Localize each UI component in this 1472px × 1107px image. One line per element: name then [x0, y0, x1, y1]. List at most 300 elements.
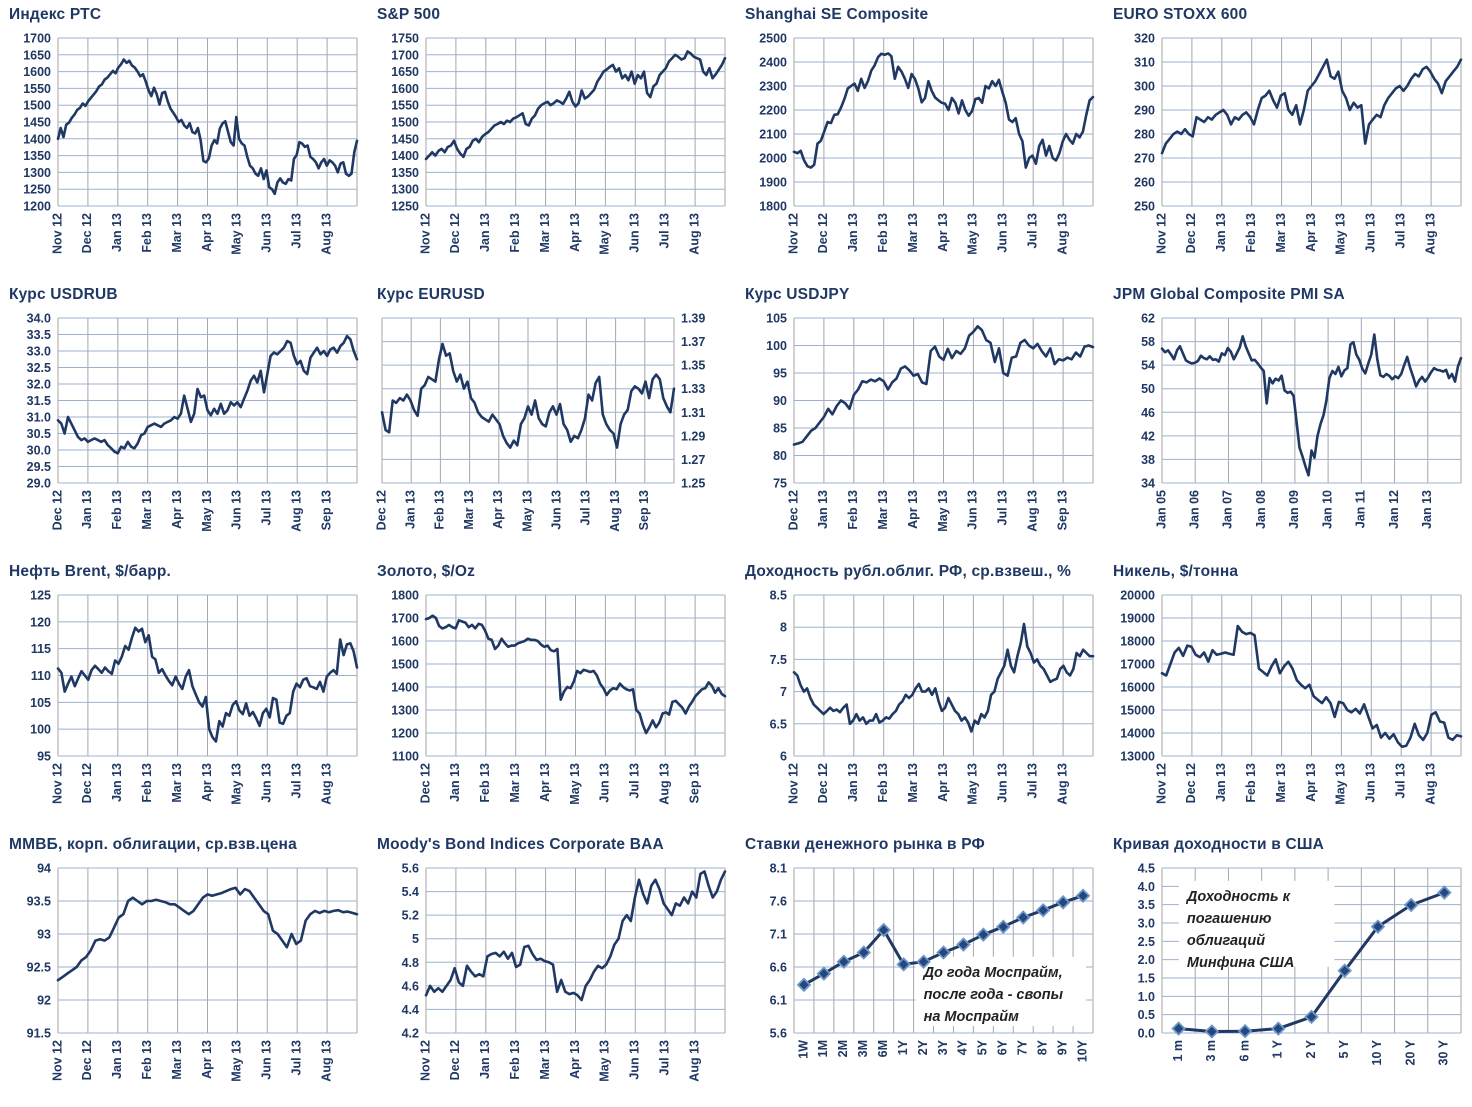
chart-cell-nickel: [1104, 557, 1472, 830]
chart-title: EURO STOXX 600: [1113, 6, 1248, 23]
svg-text:4.5: 4.5: [1137, 862, 1155, 876]
svg-text:2M: 2M: [836, 1040, 851, 1058]
svg-text:95: 95: [773, 366, 787, 381]
svg-text:38: 38: [1141, 452, 1155, 467]
svg-text:15000: 15000: [1120, 703, 1155, 718]
svg-text:30 Y: 30 Y: [1436, 1040, 1451, 1066]
svg-text:May 13: May 13: [229, 1040, 244, 1082]
chart-title: Курс USDJPY: [745, 286, 850, 303]
svg-text:Aug 13: Aug 13: [1055, 213, 1070, 255]
svg-text:Jan 08: Jan 08: [1253, 490, 1268, 529]
svg-text:Dec 12: Dec 12: [1184, 213, 1199, 254]
svg-text:5.6: 5.6: [769, 1026, 787, 1041]
svg-text:2100: 2100: [759, 127, 787, 142]
moodys-baa-plot: [368, 862, 736, 1107]
svg-text:Apr 13: Apr 13: [935, 213, 950, 252]
svg-text:Jun 13: Jun 13: [995, 763, 1010, 803]
chart-cell-us-yield-curve: [1104, 830, 1472, 1107]
svg-text:95: 95: [37, 749, 51, 764]
svg-text:1W: 1W: [796, 1040, 811, 1059]
chart-cell-usdrub: [0, 280, 368, 557]
micex-corp-bonds-plot: [0, 862, 368, 1107]
svg-text:May 13: May 13: [1333, 213, 1348, 255]
svg-text:Jan 10: Jan 10: [1320, 490, 1335, 529]
svg-text:5 Y: 5 Y: [1337, 1040, 1352, 1059]
chart-cell-euro-stoxx-600: [1104, 0, 1472, 280]
svg-text:1.5: 1.5: [1137, 971, 1155, 986]
svg-text:Dec 12: Dec 12: [786, 490, 801, 531]
svg-text:310: 310: [1134, 55, 1155, 70]
svg-text:May 13: May 13: [965, 763, 980, 805]
svg-text:Jun 13: Jun 13: [627, 1040, 642, 1080]
svg-text:1500: 1500: [23, 98, 51, 113]
svg-text:6.1: 6.1: [769, 993, 787, 1008]
svg-text:Jan 13: Jan 13: [478, 1040, 493, 1079]
svg-text:1.31: 1.31: [681, 405, 706, 420]
svg-text:300: 300: [1134, 79, 1155, 94]
shanghai-composite-plot: [736, 32, 1104, 280]
svg-text:Sep 13: Sep 13: [1055, 490, 1070, 531]
svg-text:Jul 13: Jul 13: [289, 763, 304, 799]
svg-text:10Y: 10Y: [1075, 1040, 1090, 1063]
svg-text:Feb 13: Feb 13: [507, 213, 522, 253]
chart-title: Кривая доходности в США: [1113, 836, 1325, 853]
rf-money-market-plot: [736, 862, 1104, 1107]
svg-text:90: 90: [773, 394, 787, 408]
svg-text:31.5: 31.5: [26, 394, 51, 408]
svg-text:Jan 13: Jan 13: [110, 763, 125, 802]
svg-text:75: 75: [773, 476, 787, 491]
svg-text:6Y: 6Y: [995, 1040, 1010, 1056]
svg-text:1450: 1450: [391, 132, 419, 147]
svg-text:3Y: 3Y: [935, 1040, 950, 1056]
svg-text:Jun 13: Jun 13: [965, 490, 980, 530]
sp500-plot: [368, 32, 736, 280]
svg-text:Jul 13: Jul 13: [1025, 763, 1040, 799]
svg-text:Jan 13: Jan 13: [1420, 490, 1435, 529]
svg-text:91.5: 91.5: [26, 1026, 51, 1041]
svg-text:погашению: погашению: [1186, 910, 1272, 927]
svg-text:Nov 12: Nov 12: [786, 213, 801, 254]
svg-text:3.5: 3.5: [1137, 898, 1155, 913]
svg-text:9Y: 9Y: [1055, 1040, 1070, 1056]
rub-bond-yield-plot: [736, 589, 1104, 830]
svg-text:Apr 13: Apr 13: [935, 763, 950, 802]
nickel-plot: [1104, 589, 1472, 830]
svg-text:Aug 13: Aug 13: [1423, 213, 1438, 255]
jpm-pmi-plot: [1104, 312, 1472, 557]
svg-text:10 Y: 10 Y: [1370, 1040, 1385, 1066]
svg-text:5.2: 5.2: [401, 908, 419, 923]
svg-text:1500: 1500: [391, 115, 419, 130]
svg-text:Feb 13: Feb 13: [507, 1040, 522, 1080]
svg-text:1 m: 1 m: [1170, 1040, 1185, 1062]
svg-text:80: 80: [773, 449, 787, 463]
svg-text:Nov 12: Nov 12: [786, 763, 801, 804]
svg-text:Jul 13: Jul 13: [1025, 213, 1040, 249]
svg-text:Mar 13: Mar 13: [169, 213, 184, 253]
svg-text:Jun 13: Jun 13: [627, 213, 642, 253]
chart-cell-rub-bond-yield: [736, 557, 1104, 830]
svg-text:0.0: 0.0: [1137, 1026, 1155, 1041]
svg-text:на Моспрайм: на Моспрайм: [923, 1008, 1019, 1025]
svg-text:Apr 13: Apr 13: [905, 490, 920, 529]
svg-text:Mar 13: Mar 13: [905, 763, 920, 803]
svg-text:Jul 13: Jul 13: [578, 490, 593, 526]
svg-text:Apr 13: Apr 13: [199, 1040, 214, 1079]
chart-title: Золото, $/Oz: [377, 563, 476, 580]
svg-text:Dec 12: Dec 12: [418, 763, 433, 804]
svg-text:4.6: 4.6: [401, 979, 419, 994]
svg-text:7.6: 7.6: [769, 894, 787, 909]
svg-text:1400: 1400: [23, 132, 51, 147]
svg-text:6 m: 6 m: [1237, 1040, 1252, 1062]
svg-text:Aug 13: Aug 13: [1025, 490, 1040, 532]
svg-text:5: 5: [412, 932, 419, 947]
svg-text:1200: 1200: [23, 199, 51, 214]
chart-title: Курс USDRUB: [9, 286, 118, 303]
svg-text:4Y: 4Y: [955, 1040, 970, 1056]
svg-text:Dec 12: Dec 12: [816, 213, 831, 254]
chart-cell-rf-money-market: [736, 830, 1104, 1107]
svg-text:17000: 17000: [1120, 657, 1155, 672]
svg-text:Jan 05: Jan 05: [1154, 490, 1169, 529]
svg-text:Jun 13: Jun 13: [259, 1040, 274, 1080]
svg-text:6: 6: [780, 749, 787, 764]
svg-text:1 Y: 1 Y: [1270, 1040, 1285, 1059]
svg-text:1100: 1100: [391, 749, 419, 764]
svg-text:7.1: 7.1: [769, 927, 787, 942]
svg-text:4.0: 4.0: [1137, 879, 1155, 894]
svg-text:2500: 2500: [759, 32, 787, 46]
svg-text:Mar 13: Mar 13: [139, 490, 154, 530]
svg-text:May 13: May 13: [965, 213, 980, 255]
svg-text:4.4: 4.4: [401, 1002, 419, 1017]
svg-text:Jul 13: Jul 13: [259, 490, 274, 526]
svg-text:Feb 13: Feb 13: [875, 213, 890, 253]
svg-text:1300: 1300: [391, 703, 419, 718]
svg-text:250: 250: [1134, 199, 1155, 214]
svg-text:Jan 13: Jan 13: [816, 490, 831, 529]
svg-text:Jan 11: Jan 11: [1353, 490, 1368, 529]
svg-text:33.0: 33.0: [26, 344, 51, 359]
svg-text:Jan 13: Jan 13: [846, 763, 861, 802]
rts-index-plot: [0, 32, 368, 280]
svg-text:Feb 13: Feb 13: [478, 763, 493, 803]
svg-text:Feb 13: Feb 13: [139, 1040, 154, 1080]
svg-text:125: 125: [30, 589, 51, 603]
svg-text:92: 92: [37, 993, 51, 1008]
svg-text:Jun 13: Jun 13: [549, 490, 564, 530]
svg-text:Jul 13: Jul 13: [995, 490, 1010, 526]
svg-text:Apr 13: Apr 13: [1303, 213, 1318, 252]
chart-title: Shanghai SE Composite: [745, 6, 929, 23]
svg-text:3.0: 3.0: [1137, 916, 1155, 931]
svg-text:May 13: May 13: [567, 763, 582, 805]
svg-text:облигаций: облигаций: [1186, 932, 1266, 949]
svg-text:1700: 1700: [391, 611, 419, 626]
svg-text:Apr 13: Apr 13: [567, 213, 582, 252]
svg-text:20000: 20000: [1120, 589, 1155, 603]
svg-text:1450: 1450: [23, 115, 51, 130]
svg-text:Dec 12: Dec 12: [80, 213, 95, 254]
svg-text:280: 280: [1134, 127, 1155, 142]
svg-text:2.5: 2.5: [1137, 934, 1155, 949]
svg-text:Aug 13: Aug 13: [687, 213, 702, 255]
svg-text:4.8: 4.8: [401, 955, 419, 970]
svg-text:2.0: 2.0: [1137, 953, 1155, 968]
svg-text:Jun 13: Jun 13: [259, 763, 274, 803]
svg-text:1250: 1250: [391, 199, 419, 214]
svg-text:Jan 13: Jan 13: [478, 213, 493, 252]
svg-text:16000: 16000: [1120, 680, 1155, 695]
svg-text:1Y: 1Y: [895, 1040, 910, 1056]
svg-text:Feb 13: Feb 13: [432, 490, 447, 530]
svg-text:93: 93: [37, 927, 51, 942]
chart-title: Moody's Bond Indices Corporate BAA: [377, 836, 664, 853]
svg-text:1250: 1250: [23, 182, 51, 197]
svg-text:Dec 12: Dec 12: [80, 1040, 95, 1081]
svg-text:3M: 3M: [856, 1040, 871, 1058]
svg-text:6.5: 6.5: [769, 717, 787, 732]
svg-text:Feb 13: Feb 13: [875, 763, 890, 803]
svg-text:Mar 13: Mar 13: [169, 763, 184, 803]
chart-title: ММВБ, корп. облигации, ср.взв.цена: [9, 836, 297, 853]
svg-text:7: 7: [780, 685, 787, 700]
svg-text:Доходность к: Доходность к: [1186, 888, 1290, 905]
svg-text:94: 94: [37, 862, 51, 876]
chart-title: Индекс РТС: [9, 6, 102, 23]
svg-text:1700: 1700: [391, 48, 419, 63]
svg-text:Nov 12: Nov 12: [418, 1040, 433, 1081]
svg-text:58: 58: [1141, 335, 1155, 350]
chart-cell-rts-index: [0, 0, 368, 280]
svg-text:Mar 13: Mar 13: [169, 1040, 184, 1080]
svg-text:1500: 1500: [391, 657, 419, 672]
svg-text:Feb 13: Feb 13: [139, 763, 154, 803]
svg-text:1400: 1400: [391, 149, 419, 164]
svg-text:110: 110: [30, 669, 51, 683]
svg-text:115: 115: [30, 642, 51, 657]
svg-text:Nov 12: Nov 12: [50, 763, 65, 804]
svg-text:34.0: 34.0: [26, 312, 51, 326]
svg-text:Dec 12: Dec 12: [80, 763, 95, 804]
svg-text:May 13: May 13: [229, 213, 244, 255]
svg-text:Aug 13: Aug 13: [319, 763, 334, 805]
svg-text:Dec 12: Dec 12: [816, 763, 831, 804]
usdrub-plot: [0, 312, 368, 557]
svg-text:Jan 13: Jan 13: [80, 490, 95, 529]
svg-text:Apr 13: Apr 13: [1303, 763, 1318, 802]
svg-text:Nov 12: Nov 12: [418, 213, 433, 254]
svg-text:93.5: 93.5: [26, 894, 51, 909]
chart-title: Доходность рубл.облиг. РФ, ср.взвеш., %: [745, 563, 1072, 580]
svg-text:Mar 13: Mar 13: [1273, 213, 1288, 253]
svg-text:100: 100: [30, 722, 51, 737]
svg-text:Nov 12: Nov 12: [50, 213, 65, 254]
svg-text:Apr 13: Apr 13: [169, 490, 184, 529]
svg-text:1.33: 1.33: [681, 382, 706, 397]
svg-text:92.5: 92.5: [26, 960, 51, 975]
svg-text:Jul 13: Jul 13: [289, 213, 304, 249]
svg-text:270: 270: [1134, 151, 1155, 166]
svg-text:62: 62: [1141, 312, 1155, 326]
svg-text:Aug 13: Aug 13: [319, 213, 334, 255]
svg-text:Mar 13: Mar 13: [537, 1040, 552, 1080]
svg-text:Sep 13: Sep 13: [687, 763, 702, 804]
usdjpy-plot: [736, 312, 1104, 557]
svg-text:Jan 13: Jan 13: [448, 763, 463, 802]
svg-text:Jun 13: Jun 13: [1363, 213, 1378, 253]
svg-text:2000: 2000: [759, 151, 787, 166]
svg-text:1550: 1550: [23, 81, 51, 96]
svg-text:Aug 13: Aug 13: [1055, 763, 1070, 805]
svg-text:Jan 13: Jan 13: [1214, 213, 1229, 252]
svg-text:1600: 1600: [23, 65, 51, 80]
svg-text:29.0: 29.0: [26, 476, 51, 491]
svg-text:Jun 13: Jun 13: [229, 490, 244, 530]
euro-stoxx-600-plot: [1104, 32, 1472, 280]
svg-text:2 Y: 2 Y: [1303, 1040, 1318, 1059]
svg-text:6M: 6M: [875, 1040, 890, 1058]
svg-text:Jan 13: Jan 13: [403, 490, 418, 529]
svg-text:Jun 13: Jun 13: [259, 213, 274, 253]
svg-text:6.6: 6.6: [769, 960, 787, 975]
svg-text:8.1: 8.1: [769, 862, 787, 876]
chart-cell-brent: [0, 557, 368, 830]
gold-plot: [368, 589, 736, 830]
svg-text:14000: 14000: [1120, 726, 1155, 741]
svg-text:Feb 13: Feb 13: [139, 213, 154, 253]
svg-text:1400: 1400: [391, 680, 419, 695]
svg-text:42: 42: [1141, 429, 1155, 444]
chart-cell-sp500: [368, 0, 736, 280]
svg-text:0.5: 0.5: [1137, 1008, 1155, 1023]
svg-text:Apr 13: Apr 13: [199, 213, 214, 252]
svg-text:Jul 13: Jul 13: [657, 213, 672, 249]
svg-text:Jan 12: Jan 12: [1386, 490, 1401, 529]
svg-text:Feb 13: Feb 13: [110, 490, 125, 530]
chart-title: Ставки денежного рынка в РФ: [745, 836, 985, 853]
svg-text:Jun 13: Jun 13: [995, 213, 1010, 253]
svg-text:1.27: 1.27: [681, 452, 706, 467]
chart-title: JPM Global Composite PMI SA: [1113, 286, 1345, 303]
svg-text:33.5: 33.5: [26, 328, 51, 342]
svg-text:260: 260: [1134, 175, 1155, 190]
svg-text:1.0: 1.0: [1137, 989, 1155, 1004]
svg-text:2200: 2200: [759, 103, 787, 118]
svg-text:Nov 12: Nov 12: [1154, 763, 1169, 804]
svg-text:2400: 2400: [759, 55, 787, 70]
svg-text:5Y: 5Y: [975, 1040, 990, 1056]
svg-text:Dec 12: Dec 12: [374, 490, 389, 531]
chart-cell-eurusd: [368, 280, 736, 557]
svg-text:1300: 1300: [23, 165, 51, 180]
svg-text:1800: 1800: [759, 199, 787, 214]
svg-text:1.39: 1.39: [681, 312, 706, 326]
svg-text:1900: 1900: [759, 175, 787, 190]
svg-text:Jan 13: Jan 13: [1214, 763, 1229, 802]
svg-text:Dec 12: Dec 12: [1184, 763, 1199, 804]
svg-text:1.37: 1.37: [681, 335, 706, 350]
svg-text:30.5: 30.5: [26, 427, 51, 441]
svg-text:Jun 13: Jun 13: [597, 763, 612, 803]
svg-text:Jan 07: Jan 07: [1220, 490, 1235, 529]
svg-text:Apr 13: Apr 13: [567, 1040, 582, 1079]
svg-text:18000: 18000: [1120, 634, 1155, 649]
svg-text:Jan 13: Jan 13: [846, 213, 861, 252]
chart-cell-shanghai-composite: [736, 0, 1104, 280]
svg-text:19000: 19000: [1120, 611, 1155, 626]
brent-plot: [0, 589, 368, 830]
svg-text:Sep 13: Sep 13: [637, 490, 652, 531]
svg-text:Aug 13: Aug 13: [657, 763, 672, 805]
chart-title: Нефть Brent, $/барр.: [9, 563, 172, 580]
svg-text:May 13: May 13: [1333, 763, 1348, 805]
svg-text:7Y: 7Y: [1015, 1040, 1030, 1056]
svg-text:100: 100: [766, 339, 787, 353]
svg-text:Минфина США: Минфина США: [1186, 954, 1295, 971]
svg-text:105: 105: [30, 695, 51, 710]
svg-text:Feb 13: Feb 13: [846, 490, 861, 530]
svg-text:Nov 12: Nov 12: [50, 1040, 65, 1081]
svg-text:85: 85: [773, 421, 787, 436]
svg-text:Jul 13: Jul 13: [657, 1040, 672, 1076]
svg-text:1350: 1350: [391, 165, 419, 180]
svg-text:1650: 1650: [391, 65, 419, 80]
svg-text:Jul 13: Jul 13: [627, 763, 642, 799]
svg-text:1550: 1550: [391, 98, 419, 113]
svg-text:50: 50: [1141, 382, 1155, 397]
chart-cell-moodys-baa: [368, 830, 736, 1107]
svg-text:1200: 1200: [391, 726, 419, 741]
chart-title: Никель, $/тонна: [1113, 563, 1239, 580]
svg-text:Jul 13: Jul 13: [289, 1040, 304, 1076]
svg-text:3 m: 3 m: [1204, 1040, 1219, 1062]
svg-text:1350: 1350: [23, 149, 51, 164]
chart-cell-usdjpy: [736, 280, 1104, 557]
svg-text:46: 46: [1141, 405, 1155, 420]
svg-text:после года - свопы: после года - свопы: [923, 986, 1064, 1003]
svg-text:1.25: 1.25: [681, 476, 706, 491]
svg-text:7.5: 7.5: [769, 652, 787, 667]
svg-text:320: 320: [1134, 32, 1155, 46]
svg-text:Apr 13: Apr 13: [537, 763, 552, 802]
svg-text:Aug 13: Aug 13: [1423, 763, 1438, 805]
svg-text:1700: 1700: [23, 32, 51, 46]
svg-text:Sep 13: Sep 13: [319, 490, 334, 531]
svg-text:30.0: 30.0: [26, 443, 51, 458]
svg-text:1300: 1300: [391, 182, 419, 197]
svg-text:1.35: 1.35: [681, 358, 706, 373]
svg-text:Jul 13: Jul 13: [1393, 213, 1408, 249]
svg-text:Feb 13: Feb 13: [1243, 213, 1258, 253]
svg-text:8.5: 8.5: [769, 589, 787, 603]
svg-text:4.2: 4.2: [401, 1026, 419, 1041]
svg-text:290: 290: [1134, 103, 1155, 118]
svg-text:May 13: May 13: [935, 490, 950, 532]
chart-cell-gold: [368, 557, 736, 830]
svg-text:Apr 13: Apr 13: [491, 490, 506, 529]
svg-text:5.6: 5.6: [401, 862, 419, 876]
svg-text:Mar 13: Mar 13: [1273, 763, 1288, 803]
svg-text:120: 120: [30, 615, 51, 630]
chart-cell-jpm-pmi: [1104, 280, 1472, 557]
svg-text:Mar 13: Mar 13: [905, 213, 920, 253]
svg-text:31.0: 31.0: [26, 410, 51, 425]
svg-text:32.5: 32.5: [26, 361, 51, 375]
svg-text:1650: 1650: [23, 48, 51, 63]
